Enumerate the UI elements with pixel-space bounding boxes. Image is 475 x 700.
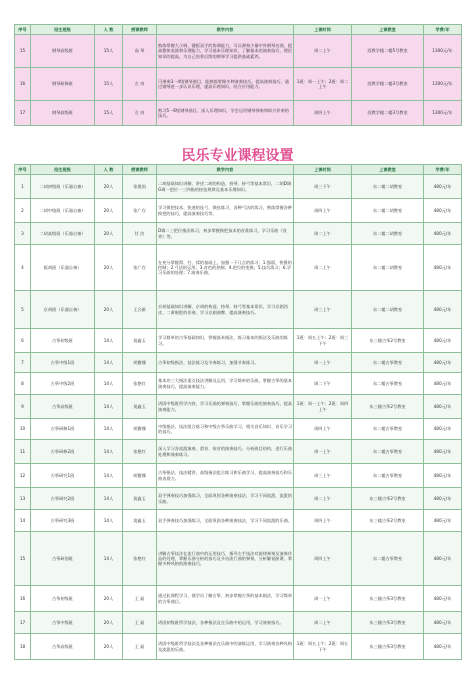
teacher-name: 王 磊	[123, 612, 157, 634]
row-number: 15	[15, 532, 31, 586]
class-time: 周四上午	[294, 510, 352, 532]
table-row	[15, 464, 462, 488]
classroom: 东二楼二胡教室	[352, 291, 424, 329]
classroom: 东二楼二胡教室	[352, 199, 424, 223]
row-number: 6	[15, 329, 31, 353]
table-row	[15, 329, 462, 353]
course-content: 熟练掌握大小调、键板双手的协调能力，可以弹奏少量中外钢琴名曲，提高整体表演和乐理能力，学习基本乐理知识，了解基本的演奏技巧，理论知识的提高，为自己培养后续的钢琴学习提供基础素养。	[157, 35, 294, 68]
row-number: 7	[15, 353, 31, 373]
tuition-fee: 480元/年	[424, 199, 462, 223]
tuition-fee: 480元/年	[424, 175, 462, 199]
tuition-fee: 480元/年	[424, 353, 462, 373]
teacher-name: 付 汝	[123, 223, 157, 245]
tuition-fee: 480元/年	[424, 329, 462, 353]
class-name: 钢琴高级班	[31, 101, 95, 126]
table-row	[15, 440, 462, 464]
student-count: 20人	[95, 586, 123, 612]
course-content: 基本功三大指法重点技法讲解及运用，学习简单的乐曲，掌握古筝的基本演奏技巧，提高演奏能力。	[157, 373, 294, 395]
student-count: 20人	[95, 175, 123, 199]
row-number: 5	[15, 291, 31, 329]
student-count: 15人	[95, 101, 123, 126]
col-header: 教学内容	[157, 165, 294, 175]
student-count: 14人	[95, 419, 123, 440]
class-name: 古筝研修1班	[31, 419, 95, 440]
tuition-fee: 1300元/年	[424, 35, 462, 68]
student-count: 20人	[95, 612, 123, 634]
classroom: 东二楼古筝教室	[352, 440, 424, 464]
student-count: 14人	[95, 488, 123, 510]
col-header: 人 数	[95, 165, 123, 175]
teacher-name: 左 冉	[123, 68, 157, 101]
course-content: 京胡基础知识讲解，京胡的构造，持琴、持弓等基本常识，学习京剧西皮、二黄唱腔的伴奏，学习京剧曲牌，提高演奏技巧。	[157, 291, 294, 329]
tuition-fee: 480元/年	[424, 223, 462, 245]
class-name: 钢琴研修班	[31, 68, 95, 101]
course-content: 学习简单的古筝基础知识，掌握基本指法，练习基本的指法及乐曲的练习。	[157, 329, 294, 353]
class-name: 板胡班（乐器自备）	[31, 245, 95, 291]
col-header: 人 数	[95, 25, 123, 35]
class-name: 古筝中级班	[31, 612, 95, 634]
course-content: 巩固中级班所学技法及各种指法在乐曲中的演练运用，学习演奏各种风格及流派的乐曲。	[157, 634, 294, 660]
class-name: 京胡班（乐器自备）	[31, 291, 95, 329]
course-content: D调二三把位指法练习，初步掌握换把技术的音准练习，学习乐曲《良宵》等。	[157, 223, 294, 245]
table-row	[15, 68, 462, 101]
classroom: 东三楼古筝2号教室	[352, 488, 424, 510]
piano-course-table	[14, 24, 462, 126]
tuition-fee: 480元/年	[424, 634, 462, 660]
teacher-name: 莫鑫玉	[123, 329, 157, 353]
teacher-name: 胡微娜	[123, 464, 157, 488]
row-number: 15	[15, 35, 31, 68]
classroom: 东二楼古筝教室	[352, 464, 424, 488]
student-count: 14人	[95, 440, 123, 464]
course-content: 双手弹奏技巧加强练习，全面巩固各种演奏技法，学习不同流派、流派的乐曲。	[157, 488, 294, 510]
course-content: 中级指法、技法组合练习和中级古筝乐曲学习，相关音乐知识、音乐学习的技巧。	[157, 419, 294, 440]
classroom: 东三楼古筝2号教室	[352, 510, 424, 532]
class-time: 周一上午	[294, 353, 352, 373]
row-number: 2	[15, 199, 31, 223]
col-header: 上课时间	[294, 25, 352, 35]
class-name: 古筝中级1班	[31, 353, 95, 373]
classroom: 东三楼古筝3号教室	[352, 586, 424, 612]
table-row	[15, 586, 462, 612]
classroom: 东二楼古筝教室	[352, 419, 424, 440]
student-count: 14人	[95, 395, 123, 419]
class-name: 二胡初级班（乐器自备）	[31, 175, 95, 199]
tuition-fee: 480元/年	[424, 488, 462, 510]
classroom: 东二楼古筝教室	[352, 532, 424, 586]
class-time: 周二上午	[294, 488, 352, 510]
class-name: 古筝高级班	[31, 634, 95, 660]
student-count: 14人	[95, 353, 123, 373]
row-number: 3	[15, 223, 31, 245]
course-content: 巩固初级班所学技法，各种指法及在乐曲中的运用，学习演奏技巧。	[157, 612, 294, 634]
row-number: 17	[15, 612, 31, 634]
student-count: 14人	[95, 464, 123, 488]
course-content: 二胡基础知识讲解，讲述二胡的构造、持琴、持弓等基本常识，二胡D调G调一把位一三四指的按弦规律及基本乐理知识。	[157, 175, 294, 199]
col-header: 学费/年	[424, 25, 462, 35]
class-time: 周一上午	[294, 586, 352, 612]
teacher-name: 高 琴	[123, 35, 157, 68]
col-header: 招生班级	[31, 25, 95, 35]
tuition-fee: 480元/年	[424, 245, 462, 291]
col-header: 授课教师	[123, 165, 157, 175]
class-time: 1班：周五上午；2班：周三下午	[294, 329, 352, 353]
col-header: 招生班级	[31, 165, 95, 175]
table-row	[15, 199, 462, 223]
col-header: 学费/年	[424, 165, 462, 175]
class-name: 二胡高级班（乐器自备）	[31, 223, 95, 245]
tuition-fee: 480元/年	[424, 532, 462, 586]
course-content: 熟习5一6级钢琴曲目，深入乐理知识，学会运用钢琴弹奏和即兴伴奏的技巧。	[157, 101, 294, 126]
classroom: 东二楼二胡教室	[352, 223, 424, 245]
classroom: 东三楼古筝3号教室	[352, 612, 424, 634]
row-number: 16	[15, 586, 31, 612]
class-name: 古筝中级2班	[31, 373, 95, 395]
row-number: 12	[15, 464, 31, 488]
class-time: 周三上午	[294, 464, 352, 488]
class-time: 周二上午	[294, 245, 352, 291]
section-title: 民乐专业课程设置	[181, 148, 294, 164]
col-header: 授课教师	[123, 25, 157, 35]
course-content: 可弹奏3一4级钢琴曲目，能熟练掌握多种演奏技巧，提高演奏技巧，通过钢琴进一步认识乐理，提高乐理知识，结合应用能力。	[157, 68, 294, 101]
course-content: 巩固中级班所学内容，学习乐曲的弹奏技巧，掌握乐曲的演奏技巧，提高演奏能力。	[157, 395, 294, 419]
tuition-fee: 480元/年	[424, 373, 462, 395]
table-row	[15, 395, 462, 419]
teacher-name: 张建国	[123, 175, 157, 199]
class-time: 1班：周五上午；2班：周五下午	[294, 634, 352, 660]
col-header: 序号	[15, 165, 31, 175]
class-time: 周四上午	[294, 419, 352, 440]
col-header: 上课时间	[294, 165, 352, 175]
col-header: 上课教室	[352, 165, 424, 175]
table-row	[15, 419, 462, 440]
class-name: 古筝高级班	[31, 395, 95, 419]
table-row	[15, 532, 462, 586]
class-time: 周四上午	[294, 199, 352, 223]
table-row	[15, 101, 462, 126]
tuition-fee: 480元/年	[424, 291, 462, 329]
class-name: 二胡中级班（乐器自备）	[31, 199, 95, 223]
course-content: 通过此课程学习，使学员了解古筝，初步掌握古筝的基本指法，学习简单的古筝曲目。	[157, 586, 294, 612]
teacher-name: 张艳红	[123, 532, 157, 586]
teacher-name: 张艳红	[123, 373, 157, 395]
row-number: 4	[15, 245, 31, 291]
teacher-name: 莫鑫玉	[123, 510, 157, 532]
course-content: 讲解古筝技法在流行曲中的运用技巧，指导左手技法对旋律弹奏及演奏作品的处理，掌握乐曲分析的技巧及多首流行曲的弹奏，分析解说曲谱，掌握多种风格的演奏技巧。	[157, 532, 294, 586]
table-row	[15, 488, 462, 510]
row-number: 18	[15, 634, 31, 660]
table-header-row	[15, 25, 462, 35]
teacher-name: 左 冉	[123, 101, 157, 126]
tuition-fee: 480元/年	[424, 612, 462, 634]
table-row	[15, 35, 462, 68]
col-header: 序号	[15, 25, 31, 35]
classroom: 东三楼古筝2号教室	[352, 329, 424, 353]
class-name: 古筝研究3班	[31, 510, 95, 532]
course-content: 学习换把技术、快速的连弓、换弦练习、各种弓法的练习，熟练掌握各种换把的技巧，提高演奏技巧等。	[157, 199, 294, 223]
classroom: 东二楼古筝教室	[352, 353, 424, 373]
table-row	[15, 291, 462, 329]
course-content: 深入学习各流派演奏、滑音、按音的演奏技巧，分析曲目结构，进行乐曲处理和演奏练习。	[157, 440, 294, 464]
class-name: 古筝初级班	[31, 586, 95, 612]
student-count: 15人	[95, 35, 123, 68]
class-time: 周二下午	[294, 373, 352, 395]
teacher-name: 王合新	[123, 291, 157, 329]
course-content: 在充分掌握滑、打、揉的基础上，加强一下几点的练习：1.强弱、快慢的控制；2.弓法的运用；3.音色的控制；4.把位的变换；5.技巧练习；6.学习乐曲的处理；7.演奏乐曲。	[157, 245, 294, 291]
student-count: 14人	[95, 510, 123, 532]
student-count: 14人	[95, 373, 123, 395]
table-header-row	[15, 165, 462, 175]
class-time: 周二上午	[294, 35, 352, 68]
table-row	[15, 612, 462, 634]
tuition-fee: 1300元/年	[424, 68, 462, 101]
class-time: 1班：周一上午；2班：周二上午	[294, 68, 352, 101]
tuition-fee: 480元/年	[424, 440, 462, 464]
tuition-fee: 480元/年	[424, 419, 462, 440]
teacher-name: 张艳红	[123, 440, 157, 464]
row-number: 14	[15, 510, 31, 532]
tuition-fee: 480元/年	[424, 586, 462, 612]
course-content: 古筝指法、技法精讲，高级指法组合练习和乐曲学习，提高演奏技巧和乐曲表现力。	[157, 464, 294, 488]
table-row	[15, 373, 462, 395]
classroom: 西教学楼二楼3号教室	[352, 101, 424, 126]
folk-course-table	[14, 164, 462, 660]
tuition-fee: 480元/年	[424, 510, 462, 532]
classroom: 东二楼二胡教室	[352, 245, 424, 291]
tuition-fee: 480元/年	[424, 395, 462, 419]
classroom: 东三楼古筝3号教室	[352, 634, 424, 660]
class-name: 古筝初级班	[31, 329, 95, 353]
class-name: 古筝研究2班	[31, 488, 95, 510]
row-number: 8	[15, 373, 31, 395]
col-header: 上课教室	[352, 25, 424, 35]
row-number: 10	[15, 419, 31, 440]
course-content: 双手弹奏技巧加强练习，全面巩固各种演奏技法，学习不同流派的乐曲。	[157, 510, 294, 532]
tuition-fee: 480元/年	[424, 464, 462, 488]
classroom: 东三楼古筝2号教室	[352, 395, 424, 419]
class-time: 1班：周一上午；2班：周四上午	[294, 395, 352, 419]
student-count: 14人	[95, 329, 123, 353]
table-row	[15, 510, 462, 532]
row-number: 17	[15, 101, 31, 126]
class-time: 周二上午	[294, 223, 352, 245]
student-count: 14人	[95, 532, 123, 586]
table-row	[15, 353, 462, 373]
table-row	[15, 175, 462, 199]
teacher-name: 莫鑫玉	[123, 395, 157, 419]
student-count: 20人	[95, 245, 123, 291]
teacher-name: 王 磊	[123, 586, 157, 612]
student-count: 20人	[95, 634, 123, 660]
row-number: 1	[15, 175, 31, 199]
class-time: 周三上午	[294, 291, 352, 329]
class-name: 古筝研究1班	[31, 464, 95, 488]
course-content: 古筝初级指法、技法练习及节奏练习，加强节奏练习。	[157, 353, 294, 373]
classroom: 西教学楼二楼5号教室	[352, 35, 424, 68]
teacher-name: 张广存	[123, 199, 157, 223]
class-time: 周一上午	[294, 440, 352, 464]
class-name: 古筝研创班	[31, 532, 95, 586]
student-count: 20人	[95, 199, 123, 223]
class-time: 周四上午	[294, 101, 352, 126]
class-name: 古筝研修2班	[31, 440, 95, 464]
class-time: 周二上午	[294, 612, 352, 634]
student-count: 15人	[95, 68, 123, 101]
col-header: 教学内容	[157, 25, 294, 35]
table-row	[15, 634, 462, 660]
class-name: 钢琴高级班	[31, 35, 95, 68]
class-time: 周四上午	[294, 532, 352, 586]
tuition-fee: 1300元/年	[424, 101, 462, 126]
row-number: 13	[15, 488, 31, 510]
classroom: 西教学楼二楼3号教室	[352, 68, 424, 101]
class-time: 周三下午	[294, 175, 352, 199]
row-number: 11	[15, 440, 31, 464]
row-number: 9	[15, 395, 31, 419]
classroom: 东二楼二胡教室	[352, 175, 424, 199]
teacher-name: 王 磊	[123, 634, 157, 660]
table-row	[15, 223, 462, 245]
student-count: 20人	[95, 291, 123, 329]
table-row	[15, 245, 462, 291]
student-count: 20人	[95, 223, 123, 245]
teacher-name: 张广存	[123, 245, 157, 291]
teacher-name: 莫鑫玉	[123, 488, 157, 510]
teacher-name: 胡微娜	[123, 353, 157, 373]
teacher-name: 胡微娜	[123, 419, 157, 440]
classroom: 东二楼古筝教室	[352, 373, 424, 395]
row-number: 16	[15, 68, 31, 101]
